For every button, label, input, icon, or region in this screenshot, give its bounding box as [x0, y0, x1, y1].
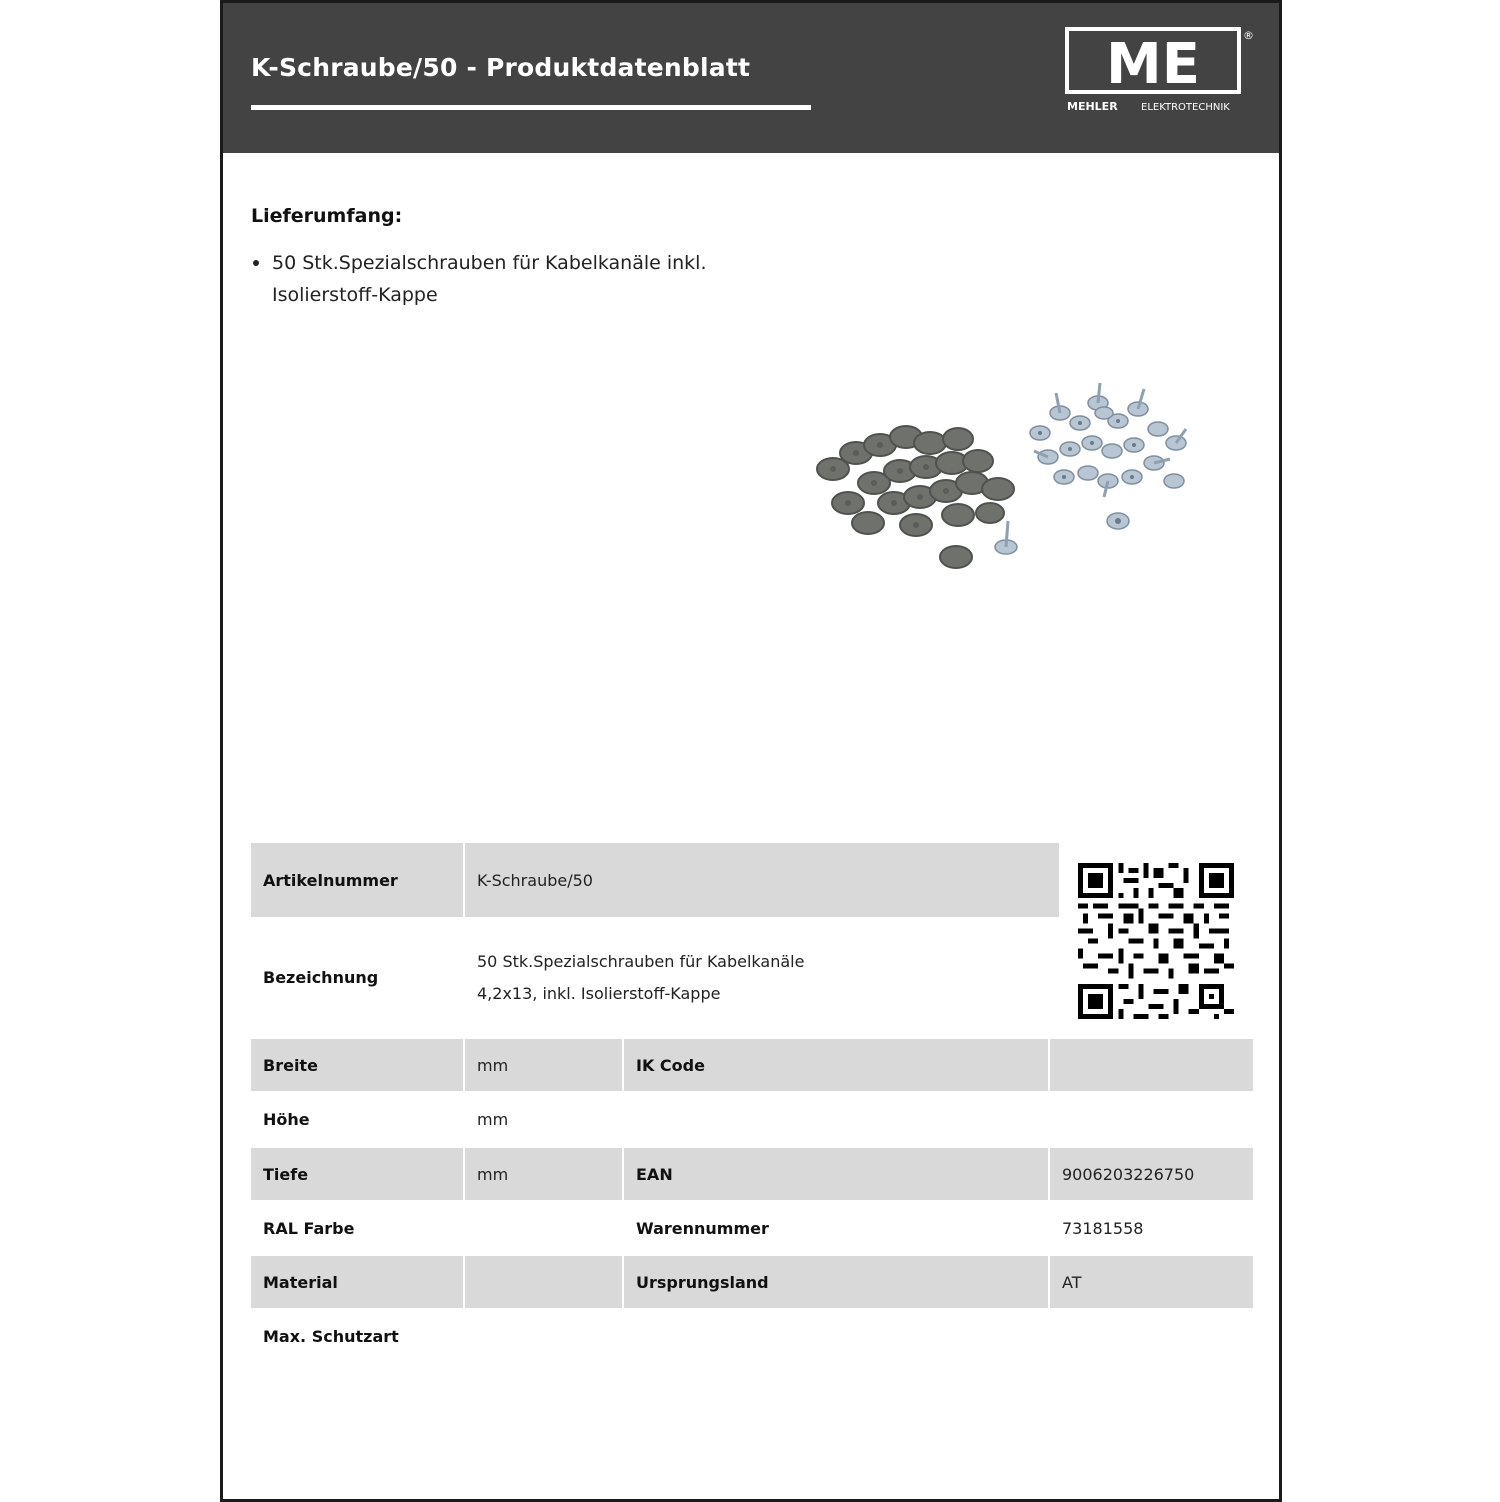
ursprungsland-label: Ursprungsland	[624, 1256, 1048, 1308]
header-bar	[223, 3, 1279, 153]
logo-letters: ME	[1106, 32, 1200, 97]
title-underline	[251, 105, 811, 110]
scope-list	[251, 247, 771, 311]
bezeichnung-label: Bezeichnung	[263, 968, 379, 987]
material-value	[465, 1256, 622, 1308]
datasheet-page	[220, 0, 1282, 1502]
artikelnummer-value: K-Schraube/50	[465, 843, 1059, 917]
logo-sub: ELEKTROTECHNIK	[1141, 102, 1230, 113]
ral-value	[465, 1202, 622, 1254]
warennummer-value: 73181558	[1062, 1218, 1144, 1238]
ean-label: EAN	[624, 1148, 1048, 1200]
table-row	[251, 1310, 1253, 1362]
ursprungsland-value: AT	[1050, 1256, 1253, 1308]
qr-code	[1078, 863, 1234, 1019]
bezeichnung-value	[465, 919, 1059, 1036]
logo-registered: ®	[1243, 29, 1254, 42]
hoehe-label: Höhe	[263, 1109, 310, 1129]
table-row	[251, 1039, 1253, 1091]
ean-value: 9006203226750	[1050, 1148, 1253, 1200]
tiefe-unit: mm	[465, 1148, 622, 1200]
ikcode-value	[1050, 1039, 1253, 1091]
page-title: K-Schraube/50 - Produktdatenblatt	[251, 53, 751, 82]
table-row	[251, 1202, 1253, 1254]
artikelnummer-label: Artikelnummer	[251, 843, 463, 917]
table-row	[251, 1093, 1253, 1145]
breite-label: Breite	[251, 1039, 463, 1091]
schutzart-label: Max. Schutzart	[263, 1326, 399, 1346]
hoehe-unit: mm	[477, 1109, 509, 1129]
tiefe-label: Tiefe	[251, 1148, 463, 1200]
table-row	[251, 1256, 1253, 1308]
logo-brand: MEHLER	[1067, 100, 1118, 113]
mehler-logo	[1065, 27, 1254, 117]
scope-item: 50 Stk.Spezialschrauben für Kabelkanäle inkl. Isolierstoff-Kappe	[251, 247, 771, 311]
bezeichnung-line-1: 50 Stk.Spezialschrauben für Kabelkanäle	[477, 951, 805, 971]
ral-label: RAL Farbe	[263, 1218, 355, 1238]
schutzart-value	[465, 1310, 622, 1362]
product-image	[808, 373, 1208, 583]
breite-unit: mm	[465, 1039, 622, 1091]
material-label: Material	[251, 1256, 463, 1308]
table-row	[251, 1148, 1253, 1200]
warennummer-label: Warennummer	[636, 1218, 769, 1238]
scope-title: Lieferumfang:	[251, 205, 403, 227]
ikcode-label: IK Code	[624, 1039, 1048, 1091]
bezeichnung-line-2: 4,2x13, inkl. Isolierstoff-Kappe	[477, 983, 721, 1003]
